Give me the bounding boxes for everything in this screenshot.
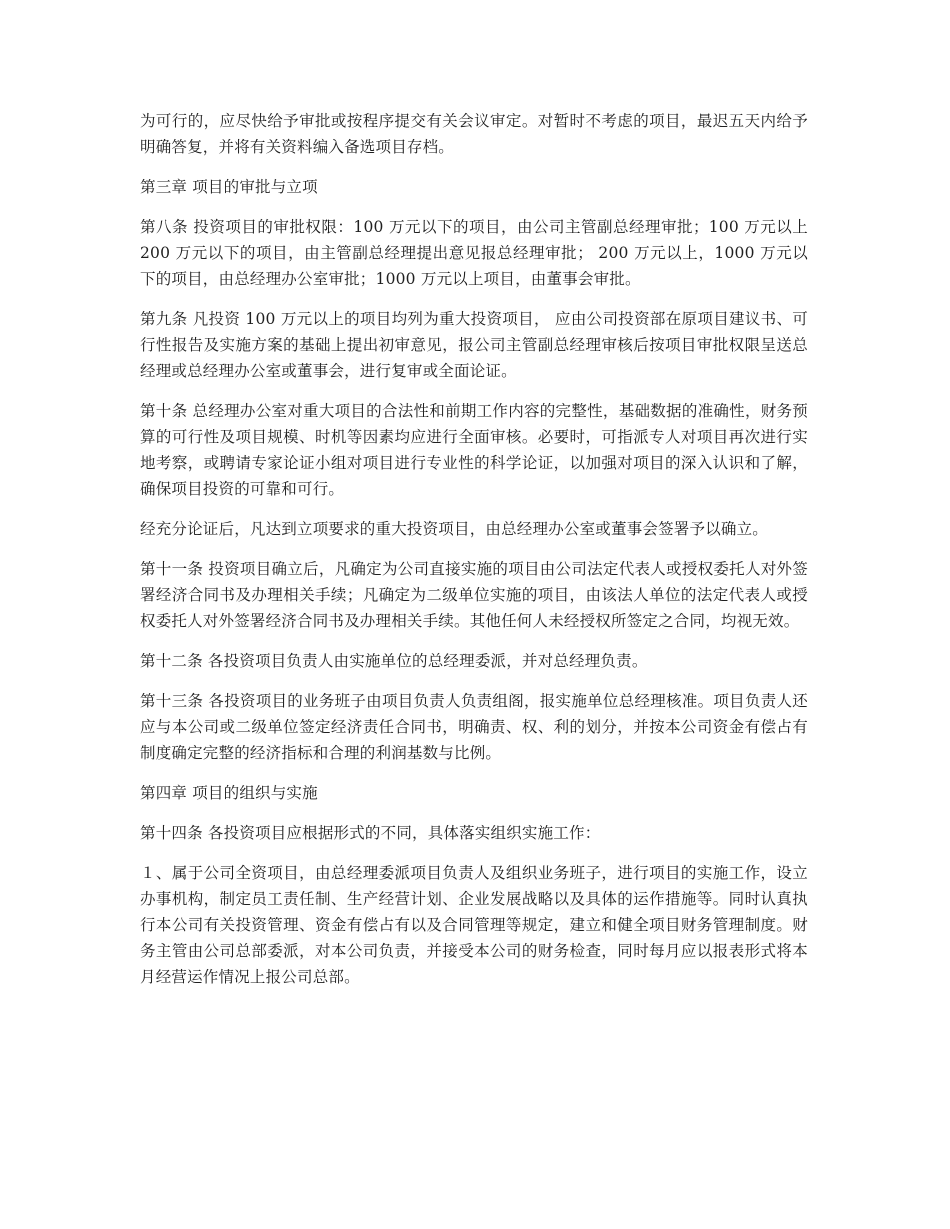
paragraph-approval-continuation: 为可行的，应尽快给予审批或按程序提交有关会议审定。对暂时不考虑的项目，最迟五天内给予明确答复，并将有关资料编入备选项目存档。 — [140, 112, 808, 156]
document-page — [140, 108, 808, 1004]
chapter-3-heading: 第三章 项目的审批与立项 — [140, 178, 318, 196]
article-11: 第十一条 投资项目确立后，凡确定为公司直接实施的项目由公司法定代表人或授权委托人对外签署经济合同书及办理相关手续；凡确定为二级单位实施的项目，由该法人单位的法定代表人或授权委托人对外签署经济合同书及办理相关手续。其他任何人未经授权所签定之合同，均视无效。 — [140, 560, 808, 630]
article-14: 第十四条 各投资项目应根据形式的不同，具体落实组织实施工作： — [140, 824, 601, 842]
article-10: 第十条 总经理办公室对重大项目的合法性和前期工作内容的完整性，基础数据的准确性，财务预算的可行性及项目规模、时机等因素均应进行全面审核。必要时，可指派专人对项目再次进行实地考察，或聘请专家论证小组对项目进行专业性的科学论证，以加强对项目的深入认识和了解，确保项目投资的可靠和可行。 — [140, 402, 808, 498]
chapter-4-heading: 第四章 项目的组织与实施 — [140, 784, 318, 802]
article-14-item-1: １、属于公司全资项目，由总经理委派项目负责人及组织业务班子，进行项目的实施工作，设立办事机构，制定员工责任制、生产经营计划、企业发展战略以及具体的运作措施等。同时认真执行本公司有关投资管理、资金有偿占有以及合同管理等规定，建立和健全项目财务管理制度。财务主管由公司总部委派，对本公司负责，并接受本公司的财务检查，同时每月应以报表形式将本月经营运作情况上报公司总部。 — [140, 864, 808, 986]
article-13: 第十三条 各投资项目的业务班子由项目负责人负责组阁，报实施单位总经理核准。项目负责人还应与本公司或二级单位签定经济责任合同书，明确责、权、利的划分，并按本公司资金有偿占有制度确定完整的经济指标和合理的利润基数与比例。 — [140, 692, 808, 762]
article-9: 第九条 凡投资 100 万元以上的项目均列为重大投资项目， 应由公司投资部在原项目建议书、可行性报告及实施方案的基础上提出初审意见，报公司主管副总经理审核后按项目审批权限呈送总经理或总经理办公室或董事会，进行复审或全面论证。 — [140, 310, 808, 380]
article-12: 第十二条 各投资项目负责人由实施单位的总经理委派，并对总经理负责。 — [140, 652, 648, 670]
article-8: 第八条 投资项目的审批权限：100 万元以下的项目，由公司主管副总经理审批；100 万元以上 200 万元以下的项目，由主管副总经理提出意见报总经理审批； 200 万元以上，1000 万元以下的项目，由总经理办公室审批；1000 万元以上项目，由董事会审批。 — [140, 218, 808, 288]
paragraph-project-establishment: 经充分论证后，凡达到立项要求的重大投资项目，由总经理办公室或董事会签署予以确立。 — [140, 520, 769, 538]
